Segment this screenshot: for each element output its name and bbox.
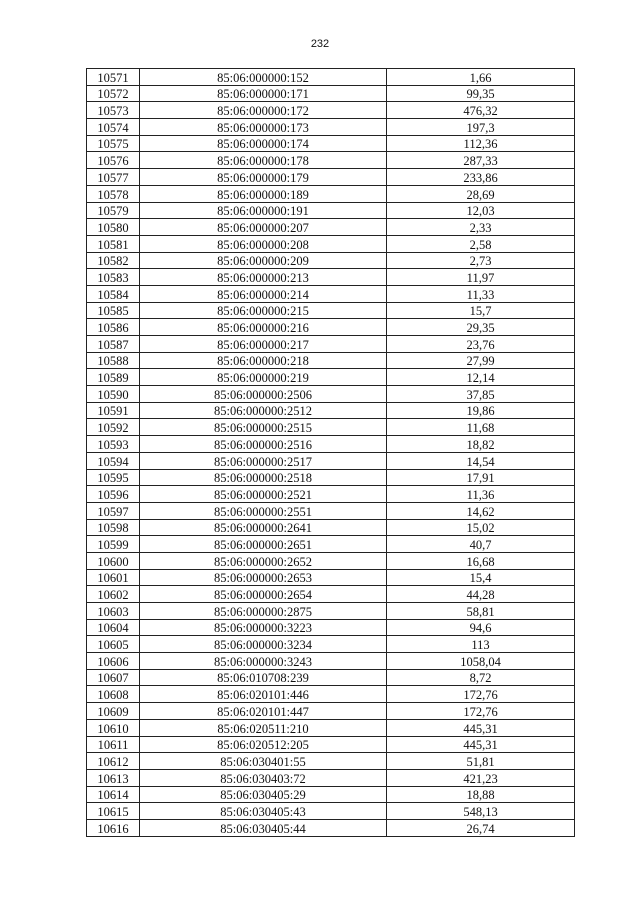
cadastral-number-cell: 85:06:000000:208 [140,235,387,252]
cadastral-number-cell: 85:06:000000:3243 [140,653,387,670]
area-value-cell: 11,68 [387,419,575,436]
area-value-cell: 172,76 [387,686,575,703]
cadastral-number-cell: 85:06:000000:2652 [140,552,387,569]
cadastral-number-cell: 85:06:000000:2641 [140,519,387,536]
table-row [87,452,575,469]
cadastral-number-cell: 85:06:000000:172 [140,102,387,119]
table-row [87,386,575,403]
table-row [87,469,575,486]
table-row [87,202,575,219]
area-value-cell: 14,62 [387,502,575,519]
table-row [87,753,575,770]
row-number-cell: 10572 [87,85,140,102]
row-number-cell: 10615 [87,803,140,820]
cadastral-number-cell: 85:06:000000:2654 [140,586,387,603]
cadastral-number-cell: 85:06:000000:174 [140,135,387,152]
row-number-cell: 10584 [87,285,140,302]
area-value-cell: 548,13 [387,803,575,820]
cadastral-number-cell: 85:06:000000:2521 [140,486,387,503]
table-row [87,803,575,820]
area-value-cell: 197,3 [387,119,575,136]
area-value-cell: 29,35 [387,319,575,336]
cadastral-number-cell: 85:06:000000:173 [140,119,387,136]
row-number-cell: 10571 [87,69,140,86]
table-row [87,419,575,436]
table-row [87,736,575,753]
row-number-cell: 10596 [87,486,140,503]
row-number-cell: 10593 [87,436,140,453]
cadastral-number-cell: 85:06:030405:29 [140,786,387,803]
table-body [87,69,575,837]
area-value-cell: 16,68 [387,552,575,569]
row-number-cell: 10579 [87,202,140,219]
table-row [87,436,575,453]
table-row [87,369,575,386]
row-number-cell: 10578 [87,185,140,202]
cadastral-number-cell: 85:06:000000:214 [140,285,387,302]
table-row [87,135,575,152]
cadastral-number-cell: 85:06:000000:209 [140,252,387,269]
cadastral-number-cell: 85:06:000000:213 [140,269,387,286]
table-row [87,185,575,202]
table-row [87,552,575,569]
row-number-cell: 10602 [87,586,140,603]
table-row [87,285,575,302]
table-row [87,235,575,252]
row-number-cell: 10605 [87,636,140,653]
cadastral-number-cell: 85:06:000000:2506 [140,386,387,403]
row-number-cell: 10588 [87,352,140,369]
area-value-cell: 28,69 [387,185,575,202]
area-value-cell: 44,28 [387,586,575,603]
area-value-cell: 11,97 [387,269,575,286]
cadastral-number-cell: 85:06:000000:178 [140,152,387,169]
row-number-cell: 10603 [87,603,140,620]
area-value-cell: 2,58 [387,235,575,252]
row-number-cell: 10601 [87,569,140,586]
table-row [87,636,575,653]
cadastral-number-cell: 85:06:000000:207 [140,219,387,236]
table-row [87,569,575,586]
cadastral-number-cell: 85:06:000000:171 [140,85,387,102]
cadastral-number-cell: 85:06:020511:210 [140,719,387,736]
cadastral-number-cell: 85:06:030401:55 [140,753,387,770]
area-value-cell: 233,86 [387,169,575,186]
area-value-cell: 40,7 [387,536,575,553]
table-row [87,269,575,286]
cadastral-number-cell: 85:06:020101:446 [140,686,387,703]
area-value-cell: 12,14 [387,369,575,386]
area-value-cell: 172,76 [387,703,575,720]
row-number-cell: 10581 [87,235,140,252]
table-row [87,769,575,786]
table-row [87,586,575,603]
table-row [87,669,575,686]
row-number-cell: 10604 [87,619,140,636]
cadastral-number-cell: 85:06:000000:216 [140,319,387,336]
table-row [87,619,575,636]
table-row [87,302,575,319]
cadastral-number-cell: 85:06:000000:189 [140,185,387,202]
cadastral-number-cell: 85:06:000000:179 [140,169,387,186]
row-number-cell: 10594 [87,452,140,469]
row-number-cell: 10606 [87,653,140,670]
cadastral-number-cell: 85:06:010708:239 [140,669,387,686]
row-number-cell: 10607 [87,669,140,686]
area-value-cell: 11,33 [387,285,575,302]
row-number-cell: 10582 [87,252,140,269]
row-number-cell: 10585 [87,302,140,319]
cadastral-number-cell: 85:06:000000:2516 [140,436,387,453]
area-value-cell: 14,54 [387,452,575,469]
cadastral-number-cell: 85:06:000000:2515 [140,419,387,436]
table-row [87,719,575,736]
table-row [87,686,575,703]
row-number-cell: 10608 [87,686,140,703]
row-number-cell: 10611 [87,736,140,753]
area-value-cell: 445,31 [387,719,575,736]
row-number-cell: 10580 [87,219,140,236]
row-number-cell: 10575 [87,135,140,152]
table-row [87,819,575,836]
area-value-cell: 113 [387,636,575,653]
row-number-cell: 10614 [87,786,140,803]
area-value-cell: 99,35 [387,85,575,102]
cadastral-number-cell: 85:06:000000:3223 [140,619,387,636]
area-value-cell: 94,6 [387,619,575,636]
row-number-cell: 10595 [87,469,140,486]
table-row [87,169,575,186]
row-number-cell: 10598 [87,519,140,536]
row-number-cell: 10616 [87,819,140,836]
area-value-cell: 2,33 [387,219,575,236]
table-row [87,402,575,419]
row-number-cell: 10591 [87,402,140,419]
row-number-cell: 10600 [87,552,140,569]
table-row [87,102,575,119]
area-value-cell: 8,72 [387,669,575,686]
area-value-cell: 23,76 [387,336,575,353]
table-row [87,119,575,136]
cadastral-number-cell: 85:06:000000:191 [140,202,387,219]
area-value-cell: 58,81 [387,603,575,620]
cadastral-number-cell: 85:06:000000:2517 [140,452,387,469]
cadastral-number-cell: 85:06:030405:43 [140,803,387,820]
area-value-cell: 287,33 [387,152,575,169]
table-row [87,486,575,503]
row-number-cell: 10587 [87,336,140,353]
table-row [87,152,575,169]
cadastral-number-cell: 85:06:000000:219 [140,369,387,386]
cadastral-number-cell: 85:06:000000:3234 [140,636,387,653]
area-value-cell: 18,88 [387,786,575,803]
area-value-cell: 1058,04 [387,653,575,670]
area-value-cell: 421,23 [387,769,575,786]
area-value-cell: 15,7 [387,302,575,319]
area-value-cell: 12,03 [387,202,575,219]
row-number-cell: 10597 [87,502,140,519]
table-row [87,219,575,236]
cadastral-number-cell: 85:06:000000:215 [140,302,387,319]
row-number-cell: 10574 [87,119,140,136]
table-row [87,703,575,720]
area-value-cell: 2,73 [387,252,575,269]
area-value-cell: 18,82 [387,436,575,453]
row-number-cell: 10573 [87,102,140,119]
row-number-cell: 10590 [87,386,140,403]
area-value-cell: 112,36 [387,135,575,152]
table-row [87,519,575,536]
row-number-cell: 10609 [87,703,140,720]
area-value-cell: 27,99 [387,352,575,369]
table-row [87,536,575,553]
cadastral-number-cell: 85:06:000000:2512 [140,402,387,419]
row-number-cell: 10599 [87,536,140,553]
area-value-cell: 37,85 [387,386,575,403]
cadastral-number-cell: 85:06:030403:72 [140,769,387,786]
row-number-cell: 10589 [87,369,140,386]
cadastral-number-cell: 85:06:020512:205 [140,736,387,753]
row-number-cell: 10576 [87,152,140,169]
area-value-cell: 19,86 [387,402,575,419]
table-row [87,85,575,102]
table-row [87,252,575,269]
area-value-cell: 11,36 [387,486,575,503]
row-number-cell: 10612 [87,753,140,770]
row-number-cell: 10586 [87,319,140,336]
cadastral-number-cell: 85:06:000000:152 [140,69,387,86]
row-number-cell: 10592 [87,419,140,436]
area-value-cell: 51,81 [387,753,575,770]
cadastral-table [86,68,575,837]
area-value-cell: 476,32 [387,102,575,119]
area-value-cell: 445,31 [387,736,575,753]
table-row [87,69,575,86]
table-row [87,603,575,620]
row-number-cell: 10610 [87,719,140,736]
area-value-cell: 26,74 [387,819,575,836]
cadastral-number-cell: 85:06:000000:217 [140,336,387,353]
table-row [87,786,575,803]
cadastral-number-cell: 85:06:000000:2651 [140,536,387,553]
cadastral-number-cell: 85:06:000000:2518 [140,469,387,486]
area-value-cell: 15,4 [387,569,575,586]
cadastral-number-cell: 85:06:000000:2551 [140,502,387,519]
cadastral-number-cell: 85:06:000000:218 [140,352,387,369]
area-value-cell: 15,02 [387,519,575,536]
cadastral-number-cell: 85:06:000000:2653 [140,569,387,586]
table-row [87,502,575,519]
page-number: 232 [310,38,330,50]
table-row [87,352,575,369]
row-number-cell: 10583 [87,269,140,286]
table-row [87,319,575,336]
row-number-cell: 10613 [87,769,140,786]
cadastral-number-cell: 85:06:020101:447 [140,703,387,720]
row-number-cell: 10577 [87,169,140,186]
cadastral-number-cell: 85:06:030405:44 [140,819,387,836]
cadastral-number-cell: 85:06:000000:2875 [140,603,387,620]
area-value-cell: 1,66 [387,69,575,86]
table-row [87,653,575,670]
table-row [87,336,575,353]
area-value-cell: 17,91 [387,469,575,486]
